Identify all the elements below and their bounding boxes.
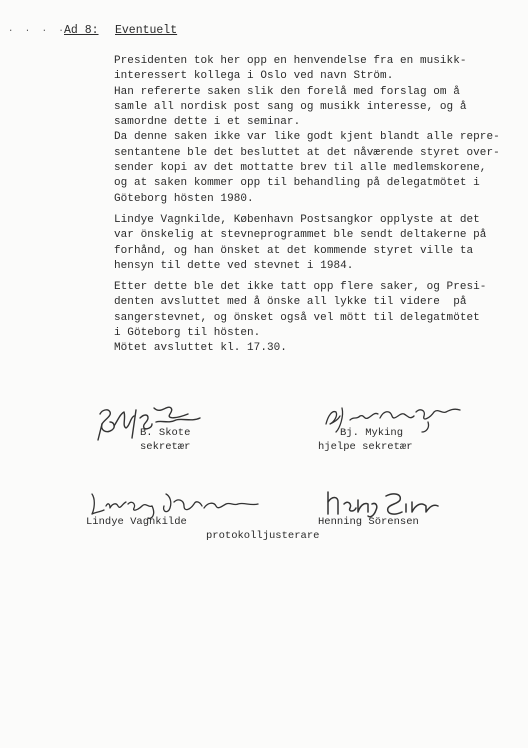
text-line: og at saken kommer opp til behandling på delegatmötet i (114, 177, 480, 190)
text-line: i Göteborg til hösten. (114, 327, 261, 340)
signature-role-skote: sekretær (140, 441, 191, 453)
minutes-body (114, 54, 500, 357)
signature-name-vagnkilde: Lindye Vagnkilde (86, 516, 187, 528)
text-line: Da denne saken ikke var like godt kjent blandt alle repre- (114, 131, 500, 144)
text-line: Han refererte saken slik den forelå med forslag om å (114, 85, 460, 98)
paragraph-closing (114, 280, 494, 356)
text-line: denten avsluttet med å önske all lykke til videre på (114, 296, 467, 309)
signature-name-sorensen: Henning Sörensen (318, 516, 419, 528)
text-line: sangerstevnet, og önsket også vel mött til delegatmötet (114, 311, 480, 324)
text-line: var önskelig at stevneprogrammet ble sendt deltakerne på (114, 229, 487, 242)
text-line: sender kopi av det mottatte brev til alle medlemskorene, (114, 162, 487, 175)
signature-sorensen (322, 486, 442, 520)
text-line: Etter dette ble det ikke tatt opp flere saker, og Presi- (114, 281, 487, 294)
signature-name-skote: B. Skote (140, 427, 191, 439)
text-line: Mötet avsluttet kl. 17.30. (114, 342, 287, 355)
margin-dots: · · · · (8, 26, 67, 36)
paragraph-proposal (114, 54, 500, 207)
text-line: Lindye Vagnkilde, København Postsangkor opplyste at det (114, 213, 480, 226)
paragraph-program (114, 213, 494, 274)
text-line: samle all nordisk post sang og musikk interesse, og å (114, 100, 467, 113)
signature-name-myking: Bj. Myking (340, 427, 404, 439)
agenda-item-title: Eventuelt (115, 24, 178, 37)
text-line: sentantene ble det besluttet at det nåværende styret over- (114, 146, 500, 159)
text-line: Göteborg hösten 1980. (114, 192, 254, 205)
text-line: forhånd, og han önsket at det kommende styret ville ta (114, 244, 474, 257)
text-line: samordne dette i et seminar. (114, 116, 301, 129)
agenda-item-label: Ad 8: (64, 24, 99, 37)
signature-role-myking: hjelpe sekretær (318, 441, 413, 453)
text-line: interessert kollega i Oslo ved navn Ström. (114, 70, 394, 83)
text-line: Presidenten tok her opp en henvendelse fra en musikk- (114, 55, 467, 67)
signature-role-protocol: protokolljusterare (206, 530, 320, 542)
text-line: hensyn til dette ved stevnet i 1984. (114, 259, 354, 272)
